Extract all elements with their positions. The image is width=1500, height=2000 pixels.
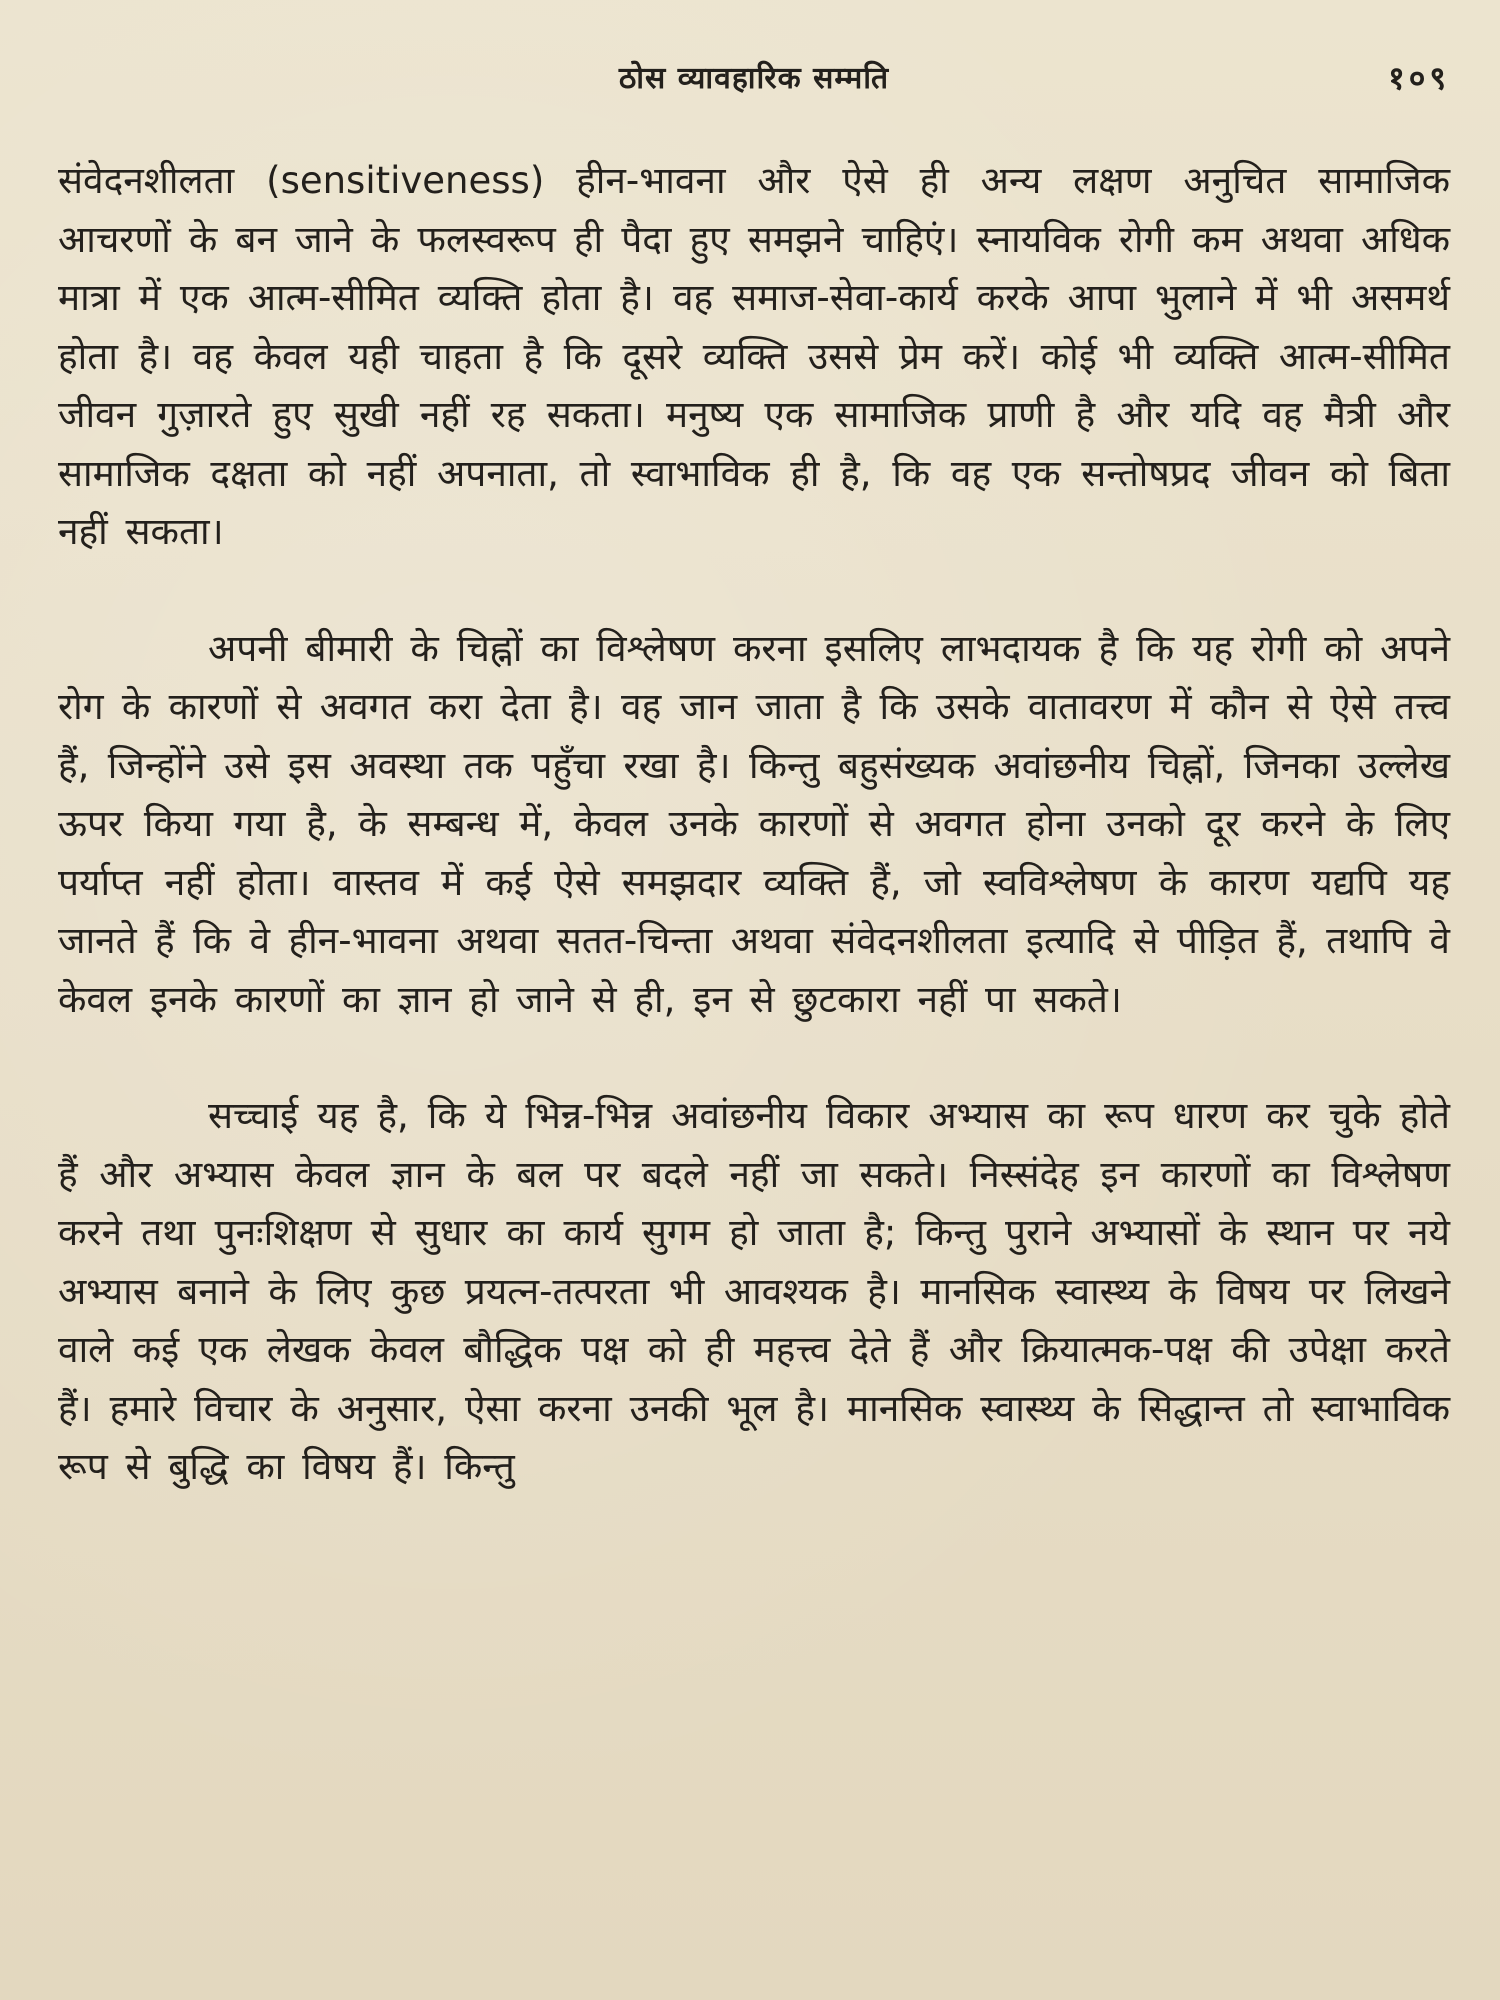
running-title: ठोस व्यावहारिक सम्मति [618,61,890,96]
paragraph-3: सच्चाई यह है, कि ये भिन्न-भिन्न अवांछनीय विकार अभ्यास का रूप धारण कर चुके होते हैं और अभ्यास केवल ज्ञान के बल पर बदले नहीं जा सकते। निस्संदेह इन कारणों का विश्लेषण करने तथा पुनःशिक्षण से सुधार का कार्य सुगम हो जाता है; किन्तु पुराने अभ्यासों के स्थान पर नये अभ्यास बनाने के लिए कुछ प्रयत्न-तत्परता भी आवश्यक है। मानसिक स्वास्थ्य के विषय पर लिखने वाले कई एक लेखक केवल बौद्धिक पक्ष को ही महत्त्व देते हैं और क्रियात्मक-पक्ष की उपेक्षा करते हैं। हमारे विचार के अनुसार, ऐसा करना उनकी भूल है। मानसिक स्वास्थ्य के सिद्धान्त तो स्वाभाविक रूप से बुद्धि का विषय हैं। किन्तु [58,1094,1450,1488]
body-text [58,152,1450,1497]
page-number: १०९ [1388,59,1450,97]
paragraph-1: संवेदनशीलता (sensitiveness) हीन-भावना और ऐसे ही अन्य लक्षण अनुचित सामाजिक आचरणों के बन जाने के फलस्वरूप ही पैदा हुए समझने चाहिएं। स्नायविक रोगी कम अथवा अधिक मात्रा में एक आत्म-सीमित व्यक्ति होता है। वह समाज-सेवा-कार्य करके आपा भुलाने में भी असमर्थ होता है। वह केवल यही चाहता है कि दूसरे व्यक्ति उससे प्रेम करें। कोई भी व्यक्ति आत्म-सीमित जीवन गुज़ारते हुए सुखी नहीं रह सकता। मनुष्य एक सामाजिक प्राणी है और यदि वह मैत्री और सामाजिक दक्षता को नहीं अपनाता, तो स्वाभाविक ही है, कि वह एक सन्तोषप्रद जीवन को बिता नहीं सकता। [58,159,1450,553]
paragraph-2: अपनी बीमारी के चिह्नों का विश्लेषण करना इसलिए लाभदायक है कि यह रोगी को अपने रोग के कारणों से अवगत करा देता है। वह जान जाता है कि उसके वातावरण में कौन से ऐसे तत्त्व हैं, जिन्होंने उसे इस अवस्था तक पहुँचा रखा है। किन्तु बहुसंख्यक अवांछनीय चिह्नों, जिनका उल्लेख ऊपर किया गया है, के सम्बन्ध में, केवल उनके कारणों से अवगत होना उनको दूर करने के लिए पर्याप्त नहीं होता। वास्तव में कई ऐसे समझदार व्यक्ति हैं, जो स्वविश्लेषण के कारण यद्यपि यह जानते हैं कि वे हीन-भावना अथवा सतत-चिन्ता अथवा संवेदनशीलता इत्यादि से पीड़ित हैं, तथापि वे केवल इनके कारणों का ज्ञान हो जाने से ही, इन से छुटकारा नहीं पा सकते। [58,626,1450,1021]
running-head [58,56,1450,104]
